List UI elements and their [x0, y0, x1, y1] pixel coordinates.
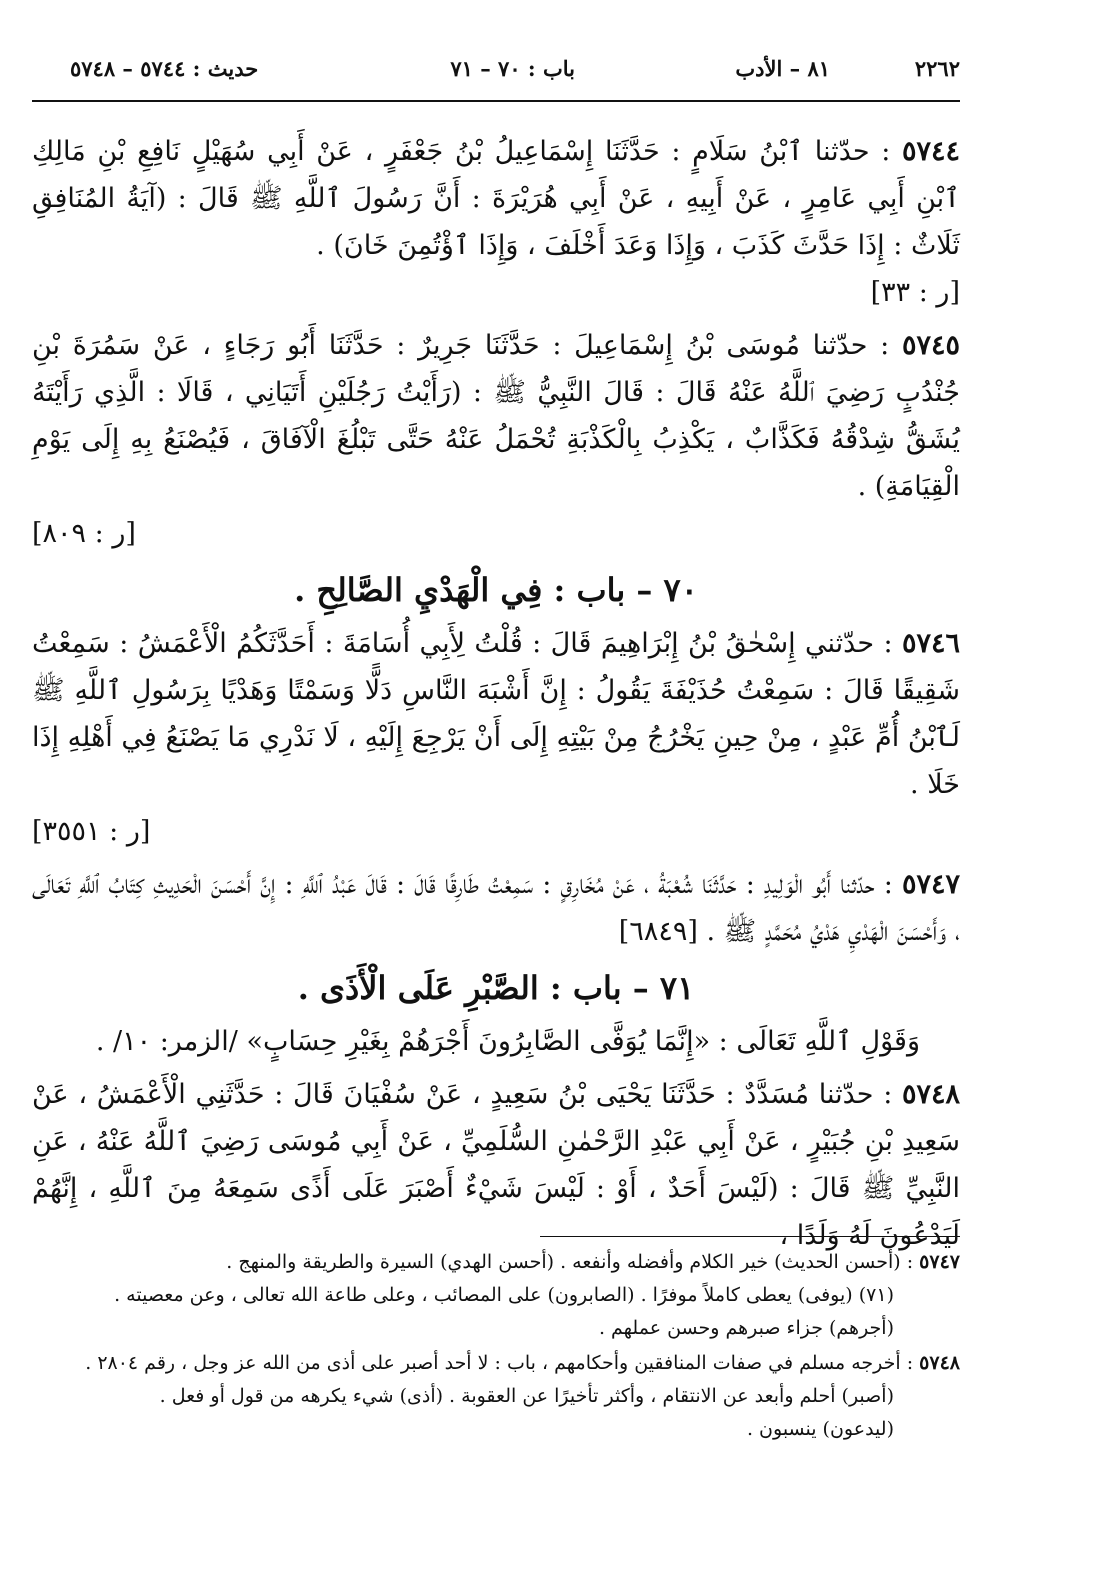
footnote-line: : أخرجه مسلم في صفات المنافقين وأحكامهم ، باب : لا أحد أصبر على أذى من الله عز وجل ، رقم ٢٨٠٤ . [85, 1352, 920, 1374]
hadith-5745 [32, 322, 960, 557]
bab-range: باب : ٧٠ – ٧١ [450, 56, 575, 81]
header-rule [32, 100, 960, 102]
main-text [32, 128, 960, 1265]
hadith-number: ٥٧٤٨ [901, 1079, 960, 1110]
hadith-5746 [32, 620, 960, 855]
hadith-text: : حدّثنا مُسَدَّدٌ : حَدَّثَنَا يَحْيَى بْنُ سَعِيدٍ ، عَنْ سُفْيَانَ قَالَ : حَدَّثَنِي الْأَعْمَشُ ، عَنْ سَعِيدِ بْنِ جُبَيْرٍ ، عَنْ أَبِي عَبْدِ الرَّحْمٰنِ السُّلَمِيِّ ، عَنْ أَبِي مُوسَى رَضِيَ ٱللَّهُ عَنْهُ ، عَنِ النَّبِيِّ ﷺ قَالَ : (لَيْسَ أَحَدٌ ، أَوْ : لَيْسَ شَيْءٌ أَصْبَرَ عَلَى أَذًى سَمِعَهُ مِنَ ٱللَّهِ ، إِنَّهُمْ لَيَدْعُونَ لَهُ وَلَدًا ، [32, 1079, 960, 1251]
hadith-number: ٥٧٤٤ [901, 136, 960, 167]
page-number: ٢٢٦٢ [914, 56, 960, 81]
footnote-line: (أصبر) أحلم وأبعد عن الانتقام ، وأكثر تأخيرًا عن العقوبة . (أذى) شيء يكرهه من قول أو فعل . [159, 1385, 894, 1407]
hadith-text: : حدّثنا مُوسَى بْنُ إِسْمَاعِيلَ : حَدَّثَنَا جَرِيرٌ : حَدَّثَنَا أَبُو رَجَاءٍ ، عَنْ سَمُرَةَ بْنِ جُنْدُبٍ رَضِيَ ٱللَّهُ عَنْهُ قَالَ : قَالَ النَّبِيُّ ﷺ : (رَأَيْتُ رَجُلَيْنِ أَتَيَانِي ، قَالَا : الَّذِي رَأَيْتَهُ يُشَقُّ شِدْقُهُ فَكَذَّابٌ ، يَكْذِبُ بِالْكَذْبَةِ تُحْمَلُ عَنْهُ حَتَّى تَبْلُغَ الْآفَاقَ ، فَيُصْنَعُ بِهِ إِلَى يَوْمِ الْقِيَامَةِ) . [32, 330, 960, 502]
footnote-line: (ليدعون) ينسبون . [746, 1418, 894, 1440]
footnote-line: (٧١) (يوفى) يعطى كاملاً موفرًا . (الصابرون) على المصائب ، وعلى طاعة الله تعالى ، وعن معصيته . [114, 1284, 894, 1306]
hadith-text: : حدّثنا ٱبْنُ سَلَامٍ : حَدَّثَنَا إِسْمَاعِيلُ بْنُ جَعْفَرٍ ، عَنْ أَبِي سُهَيْلٍ نَافِعِ بْنِ مَالِكِ ٱبْنِ أَبِي عَامِرٍ ، عَنْ أَبِيهِ ، عَنْ أَبِي هُرَيْرَةَ : أَنَّ رَسُولَ ٱللَّهِ ﷺ قَالَ : (آيَةُ المُنَافِقِ ثَلَاثٌ : إِذَا حَدَّثَ كَذَبَ ، وَإِذَا وَعَدَ أَخْلَفَ ، وَإِذَا ٱؤْتُمِنَ خَانَ) . [32, 136, 960, 261]
footnote-number: ٥٧٤٧ [919, 1251, 960, 1273]
footnote-5747 [32, 1246, 960, 1345]
cross-reference: [ر : ٨٠٩] [32, 518, 136, 549]
chapter-heading-70: ٧٠ – باب : فِي الْهَدْيِ الصَّالِحِ . [294, 571, 698, 609]
footnote-rule [540, 1236, 960, 1237]
quran-verse: وَقَوْلِ ٱللَّهِ تَعَالَى : «إِنَّمَا يُوَفَّى الصَّابِرُونَ أَجْرَهُمْ بِغَيْرِ حِسَابٍ» /الزمر: ١٠/ . [95, 1026, 920, 1057]
footnote-line: : (أحسن الحديث) خير الكلام وأفضله وأنفعه . (أحسن الهدي) السيرة والطريقة والمنهج . [226, 1251, 920, 1273]
footnotes [32, 1246, 960, 1448]
hadith-5748 [32, 1071, 960, 1259]
chapter-heading-71: ٧١ – باب : الصَّبْرِ عَلَى الْأَذَى . [297, 969, 695, 1007]
cross-reference: [٦٨٤٩] [618, 916, 698, 947]
hadith-number: ٥٧٤٦ [901, 628, 960, 659]
hadith-range: حديث : ٥٧٤٤ – ٥٧٤٨ [70, 56, 259, 81]
cross-reference: [ر : ٣٥٥١] [32, 816, 151, 847]
hadith-number: ٥٧٤٥ [901, 330, 960, 361]
hadith-5747 [32, 861, 960, 955]
footnote-line: (أجرهم) جزاء صبرهم وحسن عملهم . [598, 1317, 894, 1339]
hadith-text: : حدّثنا أَبُو الْوَلِيدِ : حَدَّثَنَا شُعْبَةُ ، عَنْ مُخَارِقٍ : سَمِعْتُ طَارِقًا قَالَ : قَالَ عَبْدُ ٱللَّهِ : إِنَّ أَحْسَنَ الْحَدِيثِ كِتَابُ ٱللَّهِ تَعَالَى ، وَأَحْسَنَ الْهَدْيِ هَدْيُ مُحَمَّدٍ ﷺ . [32, 869, 960, 947]
hadith-text: : حدّثني إِسْحٰقُ بْنُ إِبْرَاهِيمَ قَالَ : قُلْتُ لِأَبِي أُسَامَةَ : أَحَدَّثَكُمُ الْأَعْمَشُ : سَمِعْتُ شَقِيقًا قَالَ : سَمِعْتُ حُذَيْفَةَ يَقُولُ : إِنَّ أَشْبَهَ النَّاسِ دَلًّا وَسَمْتًا وَهَدْيًا بِرَسُولِ ٱللَّهِ ﷺ لَٱبْنُ أُمِّ عَبْدٍ ، مِنْ حِينِ يَخْرُجُ مِنْ بَيْتِهِ إِلَى أَنْ يَرْجِعَ إِلَيْهِ ، لَا نَدْرِي مَا يَصْنَعُ فِي أَهْلِهِ إِذَا خَلَا . [32, 628, 960, 800]
cross-reference: [ر : ٣٣] [870, 277, 960, 308]
book-title: ٨١ – الأدب [735, 56, 830, 81]
hadith-number: ٥٧٤٧ [901, 869, 960, 900]
footnote-number: ٥٧٤٨ [919, 1352, 960, 1374]
footnote-5748 [32, 1347, 960, 1446]
hadith-5744 [32, 128, 960, 316]
running-header [70, 56, 960, 92]
